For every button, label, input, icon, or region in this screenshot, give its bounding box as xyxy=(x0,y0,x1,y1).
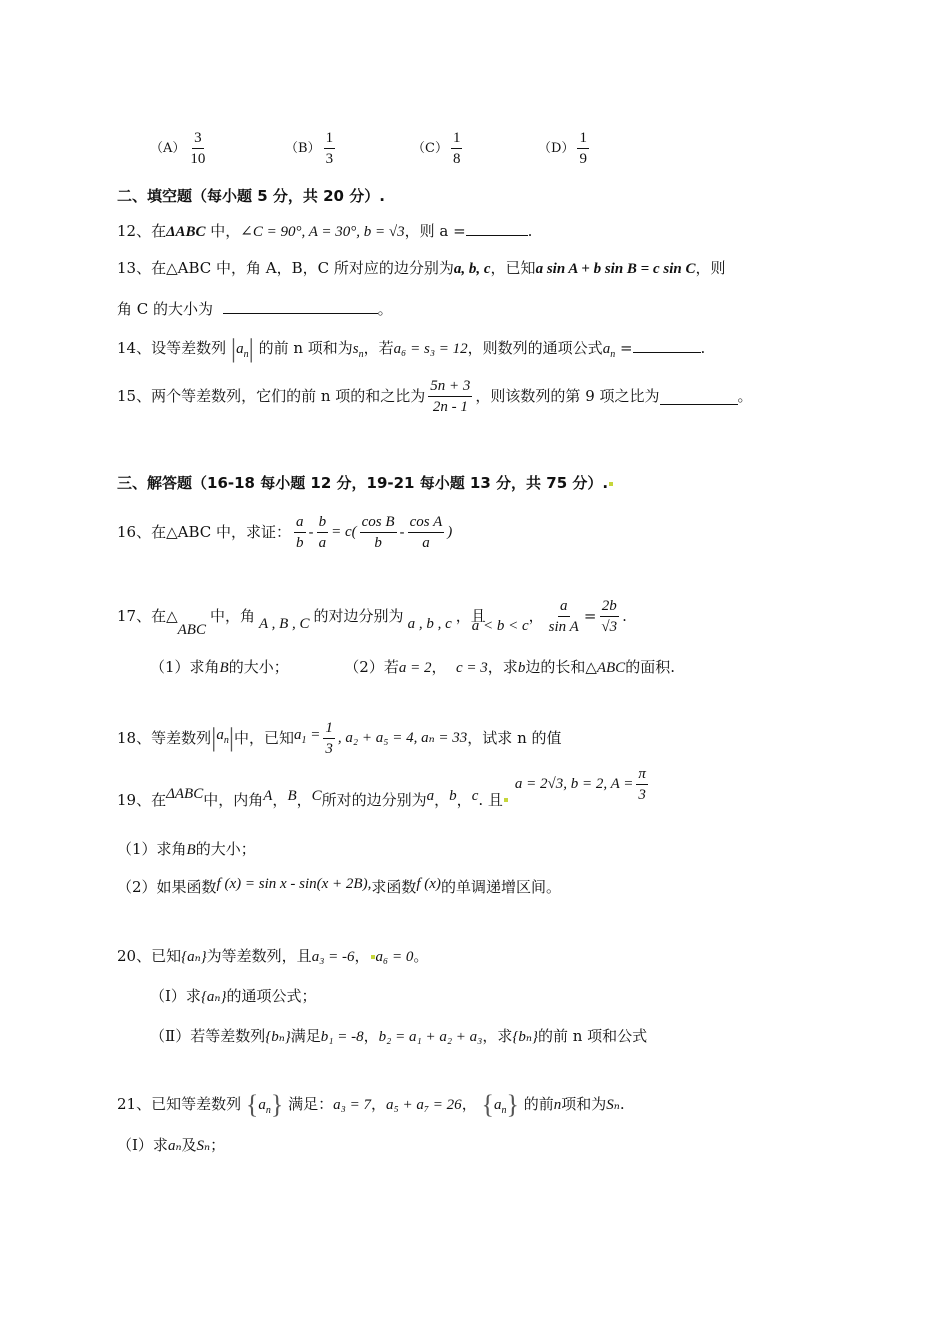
q17-p2g: ABC xyxy=(596,660,626,676)
option-b-den: 3 xyxy=(325,151,334,167)
q17-p2c: c = 3 xyxy=(456,660,488,676)
q16-close: ) xyxy=(447,524,453,540)
q18-tail: ，试求 n 的值 xyxy=(467,729,562,747)
q16-c: = c( xyxy=(331,524,357,540)
option-c-num: 1 xyxy=(451,128,463,149)
q16-f4n: cos A xyxy=(408,512,445,533)
q19-C: C xyxy=(311,788,322,804)
question-19: 19、在 ΔABC 中，内角 A ， B ， C 所对的边分别为 a ， b ， c . 且 a = 2√3, b = 2, A = $\frac{\pi}{3}$ xyxy=(117,765,646,809)
q21-prefix: 21、已知等差数列 xyxy=(117,1095,242,1113)
q17-abc: ABC xyxy=(177,622,206,638)
q15-prefix: 15、两个等差数列，它们的前 n 项的和之比为 xyxy=(117,387,426,405)
q17-mid: 中，角 xyxy=(209,607,255,625)
q19-p2: （2）如果函数 xyxy=(117,878,217,896)
marker-dot-3 xyxy=(371,955,375,959)
q17-mid3: ，且 xyxy=(455,607,486,625)
q16-f2n: b xyxy=(317,512,329,533)
q13-prefix: 13、在△ABC 中，角 A，B，C 所对应的边分别为 xyxy=(117,259,454,277)
question-13 xyxy=(117,257,726,280)
q18-mid: 中，已知 xyxy=(234,729,295,747)
option-a-num: 3 xyxy=(192,128,204,149)
q14-tail: . xyxy=(700,339,706,357)
q15-den: 2n - 1 xyxy=(432,398,468,415)
question-18 xyxy=(117,714,562,762)
q20-mid: 为等差数列，且 xyxy=(206,947,312,965)
q14-sn: $s_n$ xyxy=(352,341,364,360)
q15-num: 5n + 3 xyxy=(428,376,472,397)
option-d xyxy=(538,128,592,169)
q12-answer-blank[interactable] xyxy=(466,219,528,236)
q12-prefix: 12、在 xyxy=(117,222,167,240)
q19-pid: 3 xyxy=(638,786,646,803)
q17-fn: a xyxy=(558,596,570,617)
q17-p1: （1）求角 xyxy=(150,658,220,676)
q18-rest: , a₂ + a₅ = 4, aₙ = 33 xyxy=(337,730,468,746)
q19-c: c xyxy=(471,788,479,804)
q21-seq2-letter: a xyxy=(493,1097,502,1113)
q17-p2f: 边的长和△ xyxy=(525,658,597,676)
q20-p2e: b₂ = a₁ + a₂ + a₃ xyxy=(378,1029,483,1045)
q19-mid2: 所对的边分别为 xyxy=(321,791,427,809)
q12-tail: . xyxy=(527,222,533,240)
q18-prefix: 18、等差数列 xyxy=(117,729,212,747)
q21-c2: a₅ + a₇ = 26 xyxy=(386,1097,462,1113)
q14-brace-right: | xyxy=(248,334,254,363)
q16-f4d: a xyxy=(422,534,430,551)
q14-sn-letter: s xyxy=(352,341,359,357)
q17-p2e: b xyxy=(517,660,526,676)
q19-condition: a = 2√3, b = 2, A = xyxy=(514,776,634,792)
q20-p2d: b₁ = -8 xyxy=(320,1029,364,1045)
q19-fx: f (x) = sin x - sin(x + 2B), xyxy=(216,876,372,892)
q13-equation: a sin A + b sin B = c sin C xyxy=(535,261,696,277)
q18-a1: $a_1$ = xyxy=(294,727,321,746)
q19-mid: 中，内角 xyxy=(203,791,264,809)
q21-brace-right: } xyxy=(270,1090,284,1119)
q16-f2d: a xyxy=(318,534,327,551)
section-3-title xyxy=(117,472,614,494)
q14-an: $a_n$ xyxy=(602,341,616,360)
option-d-den: 9 xyxy=(579,151,587,167)
q18-fn: 1 xyxy=(323,718,335,739)
q19-p2c: 的单调递增区间。 xyxy=(440,878,561,896)
q12-mid: 中， xyxy=(205,222,241,240)
q15-end: 。 xyxy=(737,387,753,405)
q15-fraction xyxy=(428,376,472,417)
q19-p2b: 求函数 xyxy=(371,878,417,896)
q17-gd: √3 xyxy=(601,618,618,635)
q17-prefix: 17、在△ xyxy=(117,607,178,625)
q19-p1: （1）求角 xyxy=(117,840,187,858)
q17-gn: 2b xyxy=(600,596,619,617)
q16-frac4 xyxy=(408,512,445,553)
q18-brace-right: | xyxy=(228,723,235,752)
question-14 xyxy=(117,336,705,366)
q18-brace-left: | xyxy=(211,723,217,752)
q21-p1d: ； xyxy=(210,1136,226,1154)
q17-fd: sin A xyxy=(548,618,579,635)
q21-mid2: 的前 xyxy=(523,1095,554,1113)
q17-inequality: a < b < c xyxy=(471,618,529,634)
q21-p1c: Sₙ xyxy=(196,1138,211,1154)
question-19-part1 xyxy=(117,838,256,861)
q19-pin: π xyxy=(636,764,648,785)
marker-dot-2 xyxy=(504,798,508,802)
q17-frac2 xyxy=(599,596,619,637)
q20-p2c: 满足 xyxy=(290,1027,321,1045)
option-d-num: 1 xyxy=(577,128,589,149)
q20-p2: （Ⅱ）若等差数列 xyxy=(150,1027,266,1045)
q21-brace-left-2: { xyxy=(481,1090,494,1119)
q14-seq-letter: a xyxy=(236,341,244,357)
q16-frac3 xyxy=(360,512,397,553)
q21-seq-2: $a_n$ xyxy=(493,1097,507,1116)
q20-p2s: {bₙ} xyxy=(265,1029,291,1045)
q17-comma: ， xyxy=(528,607,544,625)
option-a-label: （A） xyxy=(150,140,186,156)
option-b-fraction xyxy=(324,128,336,169)
q21-end: . xyxy=(619,1095,625,1113)
q17-p2a: a = 2 xyxy=(398,660,432,676)
q20-p1s: {aₙ} xyxy=(200,989,227,1005)
q17-eq: = xyxy=(583,607,597,625)
q17-p1b: B xyxy=(219,660,229,676)
question-16 xyxy=(117,508,452,556)
q17-p2: （2）若 xyxy=(344,658,399,676)
question-15 xyxy=(117,372,753,420)
option-a xyxy=(150,128,210,169)
q19-p1b: B xyxy=(186,842,196,858)
question-21: 21、已知等差数列 $\{a_n\}$ 满足：a₃ = 7，a₅ + a₇ = 26， $\{a_n\}$ 的前n项和为Sₙ. xyxy=(117,1090,625,1119)
question-21-part1 xyxy=(117,1134,225,1157)
q20-end: 。 xyxy=(413,947,429,965)
q14-mid: 的前 n 项和为 xyxy=(258,339,353,357)
q14-answer-blank[interactable] xyxy=(633,336,701,353)
question-17 xyxy=(117,592,627,640)
q13-answer-blank[interactable] xyxy=(223,297,378,314)
question-12 xyxy=(117,219,532,243)
q17-tail: . xyxy=(622,607,627,625)
question-20: 20、已知{aₙ}为等差数列，且a₃ = -6， a₆ = 0。 xyxy=(117,947,429,965)
q20-c2: a₆ = 0 xyxy=(375,949,414,965)
option-a-den: 10 xyxy=(190,151,206,167)
section-3-title-text: 三、解答题（16-18 每小题 12 分，19-21 每小题 13 分，共 75 分）. xyxy=(117,474,609,492)
q21-seq: $a_n$ xyxy=(258,1097,271,1116)
q17-p2h: 的面积. xyxy=(625,658,675,676)
q19-b: b xyxy=(449,788,457,804)
q16-minus1: - xyxy=(308,523,314,541)
question-13-line2 xyxy=(117,297,393,320)
q17-frac1 xyxy=(547,596,581,637)
question-20-part2: （Ⅱ）若等差数列{bₙ}满足b₁ = -8，b₂ = a₁ + a₂ + a₃，求{bₙ}的前 n 项和公式 xyxy=(150,1027,648,1045)
q17-sides: a , b , c xyxy=(407,616,452,632)
q19-B: B xyxy=(287,788,297,804)
q20-p2f: ，求 xyxy=(482,1027,513,1045)
q17-p2d: ，求 xyxy=(487,658,518,676)
q21-mid3: 项和为 xyxy=(561,1095,607,1113)
q20-p1c: 的通项公式； xyxy=(226,987,317,1005)
q20-p2g: {bₙ} xyxy=(512,1029,538,1045)
q20-c1: a₃ = -6 xyxy=(311,949,355,965)
q13-end: 。 xyxy=(377,300,393,318)
q14-eqsign: = xyxy=(615,339,633,357)
q13-mid: ，已知 xyxy=(490,259,536,277)
q20-p1: （Ⅰ）求 xyxy=(150,987,201,1005)
option-c xyxy=(412,128,465,169)
q14-mid2: ，则数列的通项公式 xyxy=(467,339,603,357)
question-20-part1 xyxy=(150,985,317,1008)
q21-n: n xyxy=(553,1097,562,1113)
q13-line2: 角 C 的大小为 xyxy=(117,300,214,318)
q21-mid: 满足： xyxy=(288,1095,334,1113)
q19-pi-fraction xyxy=(636,764,648,805)
q19-tail: . 且 xyxy=(478,791,503,809)
q17-mid2: 的对边分别为 xyxy=(313,607,404,625)
q14-seq: $a_n$ xyxy=(236,341,249,360)
q14-an-letter: a xyxy=(602,341,611,357)
q12-ask: ，则 a = xyxy=(404,222,466,240)
q17-angles: A , B , C xyxy=(258,616,310,632)
q21-seq-letter: a xyxy=(258,1097,266,1113)
q16-frac2 xyxy=(317,512,329,553)
option-b xyxy=(285,128,338,169)
q15-answer-blank[interactable] xyxy=(660,388,738,405)
q21-sn: Sₙ xyxy=(606,1097,620,1113)
q21-brace-right-2: } xyxy=(506,1090,519,1119)
q16-f3n: cos B xyxy=(360,512,397,533)
q16-f3d: b xyxy=(374,534,382,551)
q16-f1n: a xyxy=(294,512,306,533)
q20-prefix: 20、已知 xyxy=(117,947,182,965)
q19-p1c: 的大小； xyxy=(195,840,256,858)
question-19-part2 xyxy=(117,876,561,899)
q14-prefix: 14、设等差数列 xyxy=(117,339,227,357)
option-a-fraction xyxy=(188,128,207,169)
q21-c1: a₃ = 7 xyxy=(333,1097,371,1113)
q20-p2h: 的前 n 项和公式 xyxy=(537,1027,648,1045)
q13-tail: ，则 xyxy=(695,259,726,277)
q21-p1b: 及 xyxy=(181,1136,197,1154)
marker-dot xyxy=(609,482,613,486)
q16-f1d: b xyxy=(296,534,304,551)
q16-frac1 xyxy=(294,512,306,553)
question-17-parts: （1）求角B的大小； （2）若a = 2， c = 3，求b边的长和△ABC的面积. xyxy=(150,658,675,676)
section-2-title: 二、填空题（每小题 5 分，共 20 分）. xyxy=(117,187,385,205)
q18-fd: 3 xyxy=(325,740,333,757)
q19-fx2: f (x) xyxy=(416,876,441,892)
option-b-label: （B） xyxy=(285,140,321,156)
q17-p1c: 的大小； xyxy=(228,658,289,676)
q20-seq: {aₙ} xyxy=(181,949,207,965)
q12-triangle: ΔABC xyxy=(166,224,206,240)
option-c-fraction xyxy=(451,128,463,169)
q15-tail: ，则该数列的第 9 项之比为 xyxy=(475,387,660,405)
q14-condition: a₆ = s₃ = 12 xyxy=(393,341,468,357)
q16-prefix: 16、在△ABC 中，求证： xyxy=(117,523,292,541)
q18-seq: $a_n$ xyxy=(216,727,229,746)
q21-p1a: aₙ xyxy=(167,1138,182,1154)
q19-prefix: 19、在 xyxy=(117,791,167,809)
option-b-num: 1 xyxy=(324,128,336,149)
q14-cond-pre: ，若 xyxy=(363,339,394,357)
q21-p1: （Ⅰ）求 xyxy=(117,1136,168,1154)
q18-a1-letter: a xyxy=(294,727,302,743)
q16-minus2: - xyxy=(399,523,405,541)
q19-triangle: ΔABC xyxy=(166,786,204,802)
q13-vars: a, b, c xyxy=(453,261,491,277)
q19-a: a xyxy=(426,788,435,804)
q21-brace-left: { xyxy=(245,1090,259,1119)
option-d-label: （D） xyxy=(538,140,575,156)
q18-seq-letter: a xyxy=(216,727,224,743)
option-c-label: （C） xyxy=(412,140,448,156)
option-c-den: 8 xyxy=(452,151,461,167)
option-d-fraction xyxy=(577,128,589,169)
q14-brace-left: | xyxy=(230,334,237,363)
q19-A: A xyxy=(263,788,273,804)
q12-condition: ∠C = 90°, A = 30°, b = √3 xyxy=(240,224,405,240)
q18-fraction xyxy=(323,718,335,759)
